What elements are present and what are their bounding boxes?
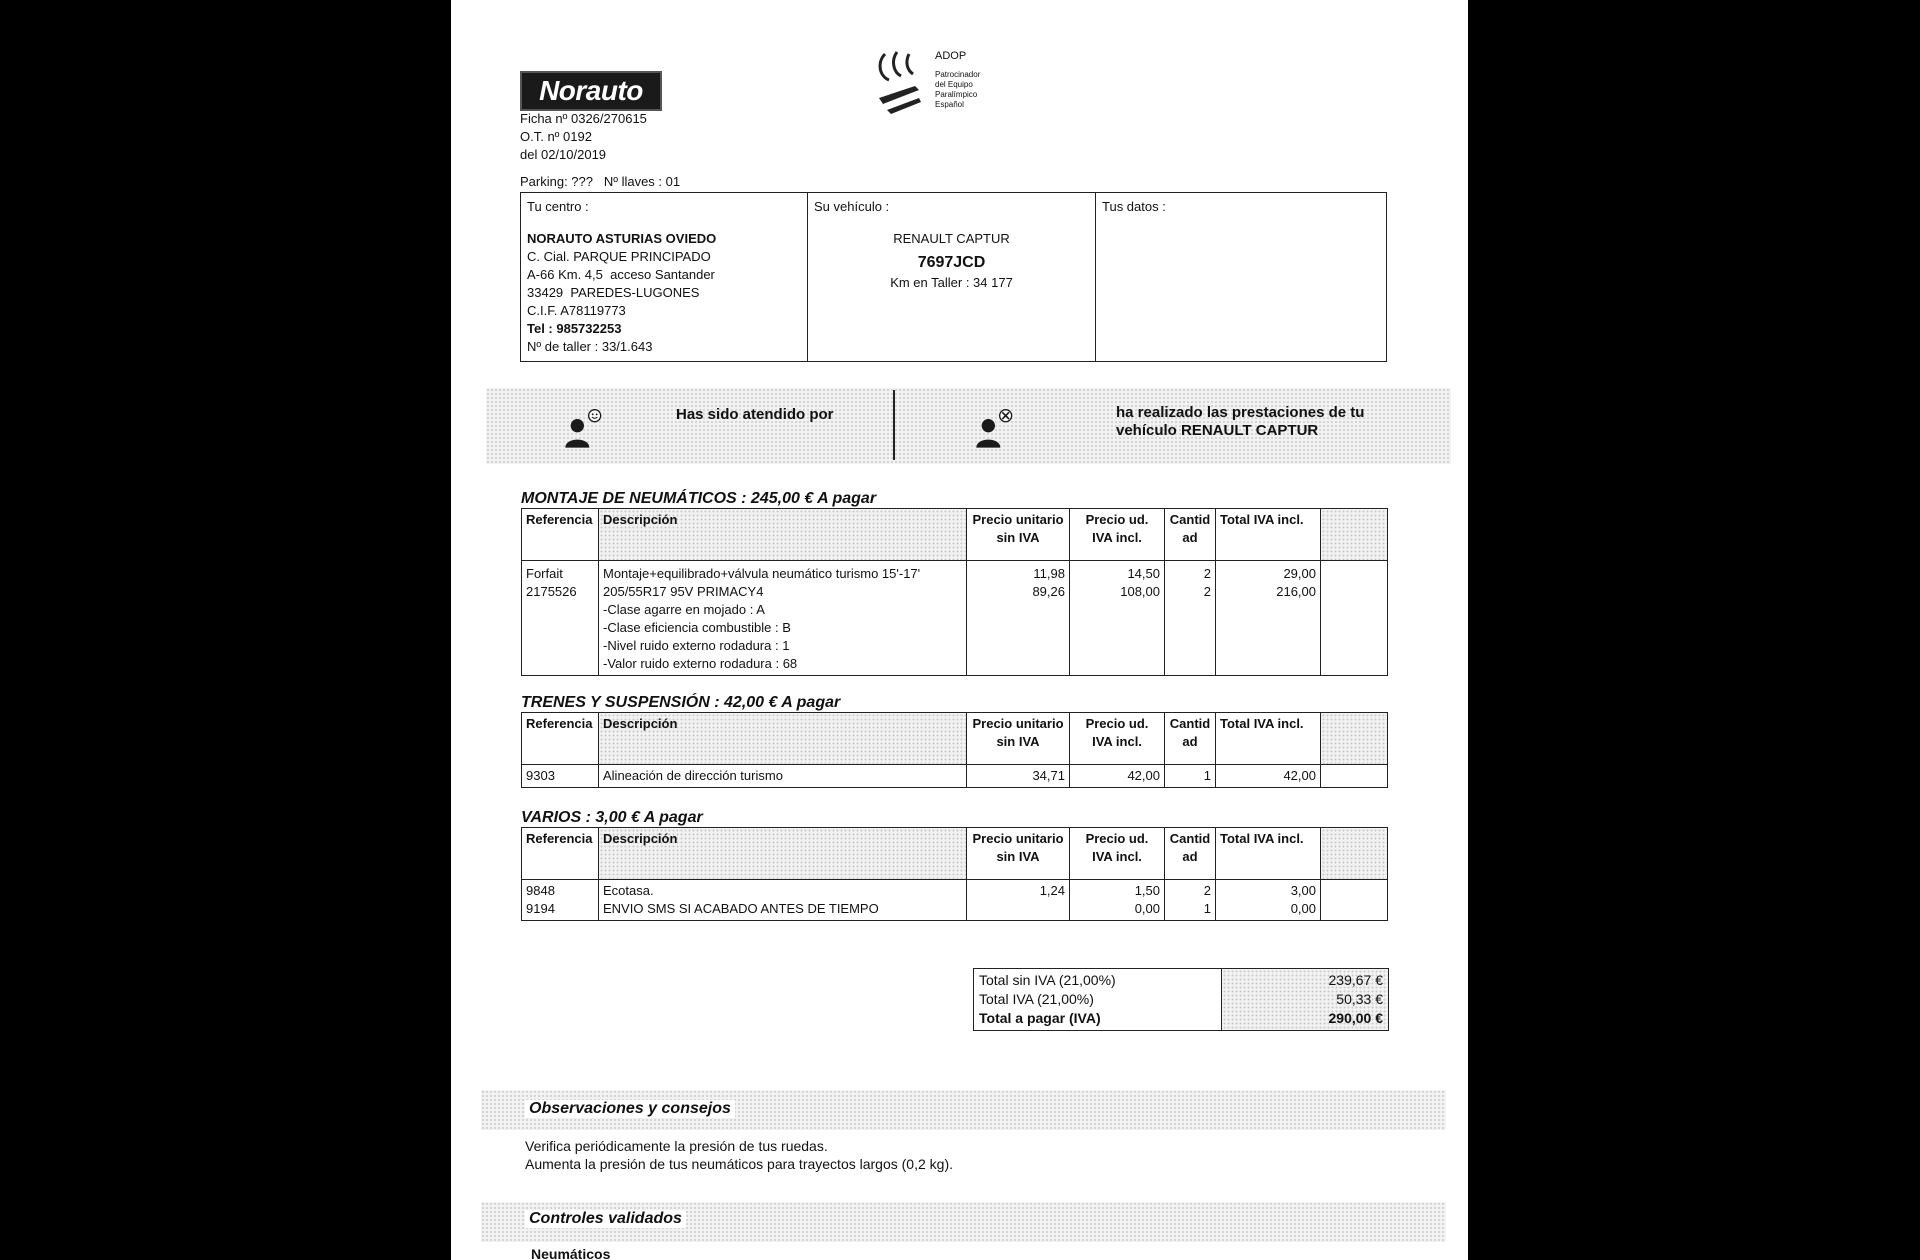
- adop-title: ADOP: [935, 50, 967, 62]
- adop-subtitle: Patrocinador del Equipo Paralímpico Español: [935, 70, 981, 109]
- centro-name: NORAUTO ASTURIAS OVIEDO: [527, 231, 717, 246]
- section-title-varios: VARIOS : 3,00 € A pagar: [521, 809, 703, 826]
- total-value: 239,67 €: [1328, 972, 1383, 988]
- adop-logo-icon: [875, 48, 925, 116]
- cell-qty: 2: [1203, 566, 1211, 581]
- cell-pi: 14,50: [1127, 566, 1160, 581]
- cell-ref: Forfait: [526, 566, 563, 581]
- datos-title: Tus datos :: [1102, 199, 1166, 214]
- centro-phone: Tel : 985732253: [527, 321, 622, 336]
- cell-total: 0,00: [1290, 901, 1316, 916]
- observaciones-line: Aumenta la presión de tus neumáticos para trayectos largos (0,2 kg).: [525, 1156, 953, 1172]
- document-page: [451, 0, 1468, 1260]
- table-row: [1165, 561, 1216, 676]
- cell-ref: 9303: [522, 765, 599, 788]
- centro-address-line: C. Cial. PARQUE PRINCIPADO: [527, 249, 711, 264]
- column-header: Cantidad: [1165, 509, 1216, 561]
- ficha-number: Ficha nº 0326/270615: [520, 111, 647, 126]
- cell-ref: 9848: [526, 883, 555, 898]
- vehiculo-cell: [808, 193, 1096, 362]
- column-header: Descripción: [599, 509, 967, 561]
- info-table: [520, 192, 1387, 362]
- table-row: [1216, 880, 1321, 921]
- table-row: [967, 561, 1070, 676]
- column-header: Precio ud. IVA incl.: [1070, 713, 1165, 765]
- total-label: Total a pagar (IVA): [979, 1010, 1101, 1026]
- cell-qty: 2: [1203, 584, 1211, 599]
- cell-desc: ENVIO SMS SI ACABADO ANTES DE TIEMPO: [603, 901, 879, 916]
- cell-desc: -Clase agarre en mojado : A: [603, 602, 765, 617]
- centro-address-line: A-66 Km. 4,5 acceso Santander: [527, 267, 715, 282]
- column-header: Total IVA incl.: [1216, 828, 1321, 880]
- cell-total: 216,00: [1276, 584, 1316, 599]
- cell-total: 3,00: [1290, 883, 1316, 898]
- centro-cell: [521, 193, 808, 362]
- cell-total: 29,00: [1283, 566, 1316, 581]
- table-row: [599, 561, 967, 676]
- controles-sub: Neumáticos: [531, 1246, 611, 1260]
- document-date: del 02/10/2019: [520, 147, 607, 162]
- section-title-trenes: TRENES Y SUSPENSIÓN : 42,00 € A pagar: [521, 694, 841, 711]
- cell-qty: 1: [1203, 901, 1211, 916]
- observaciones-line: Verifica periódicamente la presión de tus ruedas.: [525, 1138, 828, 1154]
- cell-pu: 34,71: [967, 765, 1070, 788]
- column-header-empty: [1321, 713, 1388, 765]
- cell-pu: 1,24: [1039, 883, 1065, 898]
- cell-pu: 89,26: [1032, 584, 1065, 599]
- controles-title: Controles validados: [525, 1210, 686, 1228]
- total-value: 50,33 €: [1336, 991, 1383, 1007]
- cell-qty: 2: [1203, 883, 1211, 898]
- totals-values: [1222, 969, 1389, 1031]
- table-row: [522, 561, 599, 676]
- column-header: Referencia: [522, 828, 599, 880]
- cell-desc: -Valor ruido externo rodadura : 68: [603, 656, 798, 671]
- table-row: [522, 880, 599, 921]
- cell-desc: -Nivel ruido externo rodadura : 1: [603, 638, 790, 653]
- column-header: Total IVA incl.: [1216, 509, 1321, 561]
- cell-qty: 1: [1165, 765, 1216, 788]
- centro-taller-number: Nº de taller : 33/1.643: [527, 339, 653, 354]
- vehiculo-km: Km en Taller : 34 177: [890, 275, 1013, 290]
- observaciones-title: Observaciones y consejos: [525, 1100, 735, 1118]
- cell-pi: 1,50: [1134, 883, 1160, 898]
- vehiculo-plate: 7697JCD: [917, 254, 986, 271]
- centro-address-line: C.I.F. A78119773: [527, 303, 626, 318]
- column-header: Total IVA incl.: [1216, 713, 1321, 765]
- cell-empty: [1321, 765, 1388, 788]
- atendido-label: Has sido atendido por: [676, 406, 834, 423]
- cell-ref: 9194: [526, 901, 555, 916]
- column-header: Descripción: [599, 713, 967, 765]
- table-row: [1070, 880, 1165, 921]
- datos-cell: [1096, 193, 1387, 362]
- cell-ref: 2175526: [526, 584, 577, 599]
- cell-desc: Ecotasa.: [603, 883, 654, 898]
- column-header-empty: [1321, 509, 1388, 561]
- cell-empty: [1321, 880, 1388, 921]
- centro-title: Tu centro :: [527, 199, 589, 214]
- table-row: [599, 880, 967, 921]
- column-header: Precio unitario sin IVA: [967, 713, 1070, 765]
- table-row: [1216, 561, 1321, 676]
- table-row: [1070, 561, 1165, 676]
- total-value: 290,00 €: [1328, 1010, 1383, 1026]
- table-row: [967, 880, 1070, 921]
- parking-info: Parking: ??? Nº llaves : 01: [520, 174, 681, 189]
- column-header: Precio unitario sin IVA: [967, 828, 1070, 880]
- prestaciones-label: ha realizado las prestaciones de tu vehículo RENAULT CAPTUR: [1116, 404, 1365, 439]
- column-header: Precio unitario sin IVA: [967, 509, 1070, 561]
- cell-desc: -Clase eficiencia combustible : B: [603, 620, 791, 635]
- vehiculo-title: Su vehículo :: [814, 199, 890, 214]
- ot-number: O.T. nº 0192: [520, 129, 592, 144]
- cell-pu: 11,98: [1033, 566, 1065, 581]
- cell-desc: Alineación de dirección turismo: [599, 765, 967, 788]
- person-smile-icon: [564, 400, 604, 458]
- column-header: Referencia: [522, 509, 599, 561]
- column-header-empty: [1321, 828, 1388, 880]
- items-table-varios: [521, 827, 1388, 921]
- attention-divider: [893, 390, 895, 460]
- cell-desc: 205/55R17 95V PRIMACY4: [603, 584, 764, 599]
- column-header: Referencia: [522, 713, 599, 765]
- vehiculo-model: RENAULT CAPTUR: [893, 231, 1010, 246]
- section-title-montaje: MONTAJE DE NEUMÁTICOS : 245,00 € A pagar: [521, 490, 877, 507]
- total-label: Total sin IVA (21,00%): [979, 972, 1116, 988]
- column-header: Cantidad: [1165, 828, 1216, 880]
- cell-pi: 0,00: [1134, 901, 1160, 916]
- totals-table: [973, 968, 1389, 1031]
- items-table-trenes: [521, 712, 1388, 788]
- column-header: Precio ud. IVA incl.: [1070, 828, 1165, 880]
- column-header: Cantidad: [1165, 713, 1216, 765]
- total-label: Total IVA (21,00%): [979, 991, 1094, 1007]
- centro-address-line: 33429 PAREDES-LUGONES: [527, 285, 700, 300]
- norauto-logo: Norauto: [520, 71, 662, 111]
- column-header: Descripción: [599, 828, 967, 880]
- table-row: [1165, 880, 1216, 921]
- cell-pi: 42,00: [1070, 765, 1165, 788]
- cell-pi: 108,00: [1120, 584, 1160, 599]
- person-tools-icon: [975, 400, 1015, 458]
- cell-total: 42,00: [1216, 765, 1321, 788]
- column-header: Precio ud. IVA incl.: [1070, 509, 1165, 561]
- cell-desc: Montaje+equilibrado+válvula neumático turismo 15'-17': [603, 566, 921, 581]
- totals-labels: [974, 969, 1222, 1031]
- items-table-montaje: [521, 508, 1388, 676]
- cell-empty: [1321, 561, 1388, 676]
